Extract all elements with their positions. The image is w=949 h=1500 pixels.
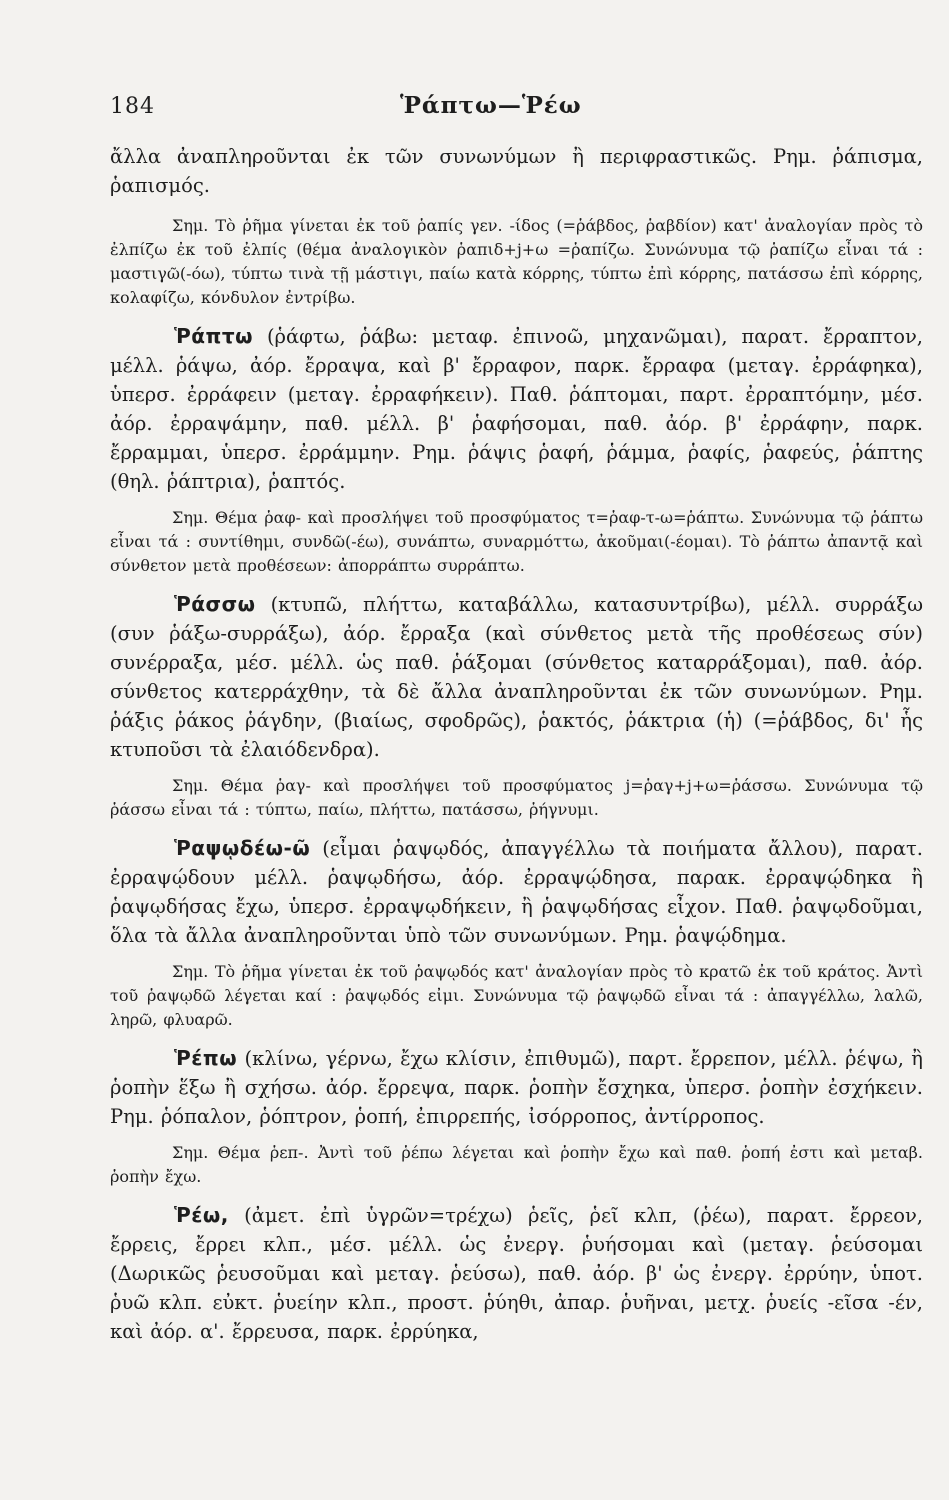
page-number: 184 bbox=[110, 94, 155, 119]
headword: Ῥάσσω bbox=[174, 592, 256, 616]
entry-text: (ῥάφτω, ῥάβω: μεταφ. ἐπινοῶ, μηχανῶμαι), παρατ. ἔρραπτον, μέλλ. ῥάψω, ἀόρ. ἔρραψα, καὶ β' ἔρραφον, παρκ. ἔρραφα (μεταγ. ἐρράφηκα), ὑπερσ. ἐρράφειν (μεταγ. ἐρραφήκειν). Παθ. ῥάπτομαι, παρτ. ἐρραπτόμην, μέσ. ἀόρ. ἐρραψάμην, παθ. μέλλ. β' ῥαφήσομαι, παθ. ἀόρ. β' ἐρράφην, παρκ. ἔρραμμαι, ὑπερσ. ἐρράμμην. Ρημ. ῥάψις ῥαφή, ῥάμμα, ῥαφίς, ῥαφεύς, ῥάπτης (θηλ. ῥάπτρια), ῥαπτός. bbox=[110, 325, 923, 493]
note-rasso: Σημ. Θέμα ῥαγ- καὶ προσλήψει τοῦ προσφύματος j=ῥαγ+j+ω=ῥάσσω. Συνώνυμα τῷ ῥάσσω εἶναι τά : τύπτω, παίω, πλήττω, πατάσσω, ῥήγνυμι. bbox=[110, 776, 923, 819]
note-rapto: Σημ. Θέμα ῥαφ- καὶ προσλήψει τοῦ προσφύματος τ=ῥαφ-τ-ω=ῥάπτω. Συνώνυμα τῷ ῥάπτω εἶναι τά : συντίθημι, συνδῶ(-έω), συνάπτω, συναρμόττω, ἀκοῦμαι(-έομαι). Τὸ ῥάπτω ἀπαντᾷ καὶ σύνθετον μετὰ προθέσεων: ἀπορράπτω συρράπτω. bbox=[110, 508, 923, 575]
entry-rapsodeo bbox=[110, 834, 923, 950]
note-rapsodeo: Σημ. Τὸ ῥῆμα γίνεται ἐκ τοῦ ῥαψῳδός κατ' ἀναλογίαν πρὸς τὸ κρατῶ ἐκ τοῦ κράτος. Ἀντὶ τοῦ ῥαψῳδῶ λέγεται καί : ῥαψῳδός εἰμι. Συνώνυμα τῷ ῥαψῳδῶ εἶναι τά : ἀπαγγέλλω, λαλῶ, ληρῶ, φλυαρῶ. bbox=[110, 962, 923, 1029]
note-repo: Σημ. Θέμα ῥεπ-. Ἀντὶ τοῦ ῥέπω λέγεται καὶ ῥοπὴν ἔχω καὶ παθ. ῥοπή ἐστι καὶ μεταβ. ῥοπὴν ἔχω. bbox=[110, 1143, 923, 1186]
page-body bbox=[110, 142, 923, 1346]
headword: Ῥάπτω bbox=[174, 324, 253, 348]
entry-text: (ἀμετ. ἐπὶ ὑγρῶν=τρέχω) ῥεῖς, ῥεῖ κλπ, (ῥέω), παρατ. ἔρρεον, ἔρρεις, ἔρρει κλπ., μέσ. μέλλ. ὡς ἐνεργ. ῥυήσομαι καὶ (μεταγ. ῥεύσομαι (Δωρικῶς ῥευσοῦμαι καὶ μεταγ. ῥεύσω), παθ. ἀόρ. β' ὡς ἐνεργ. ἐρρύην, ὑποτ. ῥυῶ κλπ. εὐκτ. ῥυείην κλπ., προστ. ῥύηθι, ἀπαρ. ῥυῆναι, μετχ. ῥυείς -εῖσα -έν, καὶ ἀόρ. α'. ἔρρευσα, παρκ. ἐρρύηκα, bbox=[110, 1204, 923, 1343]
running-head: Ῥάπτω—Ῥέω bbox=[400, 92, 582, 119]
entry-repo bbox=[110, 1044, 923, 1131]
continuation-paragraph: ἄλλα ἀναπληροῦνται ἐκ τῶν συνωνύμων ἢ περιφραστικῶς. Ρημ. ῥάπισμα, ῥαπισμός. bbox=[110, 145, 923, 197]
entry-text: (κλίνω, γέρνω, ἔχω κλίσιν, ἐπιθυμῶ), παρτ. ἔρρεπον, μέλλ. ῥέψω, ἢ ῥοπὴν ἕξω ἢ σχήσω. ἀόρ. ἔρρεψα, παρκ. ῥοπὴν ἔσχηκα, ὑπερσ. ῥοπὴν ἐσχήκειν. Ρημ. ῥόπαλον, ῥόπτρον, ῥοπή, ἐπιρρεπής, ἰσόρροπος, ἀντίρροπος. bbox=[110, 1047, 923, 1128]
entry-rasso bbox=[110, 590, 923, 764]
page-header bbox=[110, 88, 923, 122]
entry-text: (κτυπῶ, πλήττω, καταβάλλω, κατασυντρίβω), μέλλ. συρράξω (συν ῥάξω-συρράξω), ἀόρ. ἔρραξα (καὶ σύνθετος μετὰ τῆς προθέσεως σύν) συνέρραξα, μέσ. μέλλ. ὡς παθ. ῥάξομαι (σύνθετος καταρράξομαι), παθ. ἀόρ. σύνθετος κατερράχθην, τὰ δὲ ἄλλα ἀναπληροῦνται ἐκ τῶν συνωνύμων. Ρημ. ῥάξις ῥάκος ῥάγδην, (βιαίως, σφοδρῶς), ῥακτός, ῥάκτρια (ἡ) (=ῥάβδος, δι' ἧς κτυποῦσι τὰ ἐλαιόδενδρα). bbox=[110, 593, 923, 761]
entry-rapto bbox=[110, 322, 923, 496]
headword: Ῥαψῳδέω-ῶ bbox=[174, 836, 311, 860]
entry-reo bbox=[110, 1201, 923, 1346]
headword: Ῥέπω bbox=[174, 1046, 238, 1070]
headword: Ῥέω, bbox=[174, 1203, 229, 1227]
note-rapizo: Σημ. Τὸ ῥῆμα γίνεται ἐκ τοῦ ῥαπίς γεν. -ίδος (=ῥάβδος, ῥαβδίον) κατ' ἀναλογίαν πρὸς τὸ ἐλπίζω ἐκ τοῦ ἐλπίς (θέμα ἀναλογικὸν ῥαπιδ+j+ω =ῥαπίζω. Συνώνυμα τῷ ῥαπίζω εἶναι τά : μαστιγῶ(-όω), τύπτω τινὰ τῇ μάστιγι, παίω κατὰ κόρρης, τύπτω ἐπὶ κόρρης, πατάσσω ἐπὶ κόρρης, κολαφίζω, κόνδυλον ἐντρίβω. bbox=[110, 216, 923, 307]
entry-text: (εἶμαι ῥαψῳδός, ἀπαγγέλλω τὰ ποιήματα ἄλλου), παρατ. ἐρραψῴδουν μέλλ. ῥαψῳδήσω, ἀόρ. ἐρραψῴδησα, παρακ. ἐρραψῴδηκα ἢ ῥαψῳδήσας ἔχω, ὑπερσ. ἐρραψῳδήκειν, ἢ ῥαψῳδήσας εἶχον. Παθ. ῥαψῳδοῦμαι, ὅλα τὰ ἄλλα ἀναπληροῦνται ὑπὸ τῶν συνωνύμων. Ρημ. ῥαψῴδημα. bbox=[110, 837, 923, 947]
